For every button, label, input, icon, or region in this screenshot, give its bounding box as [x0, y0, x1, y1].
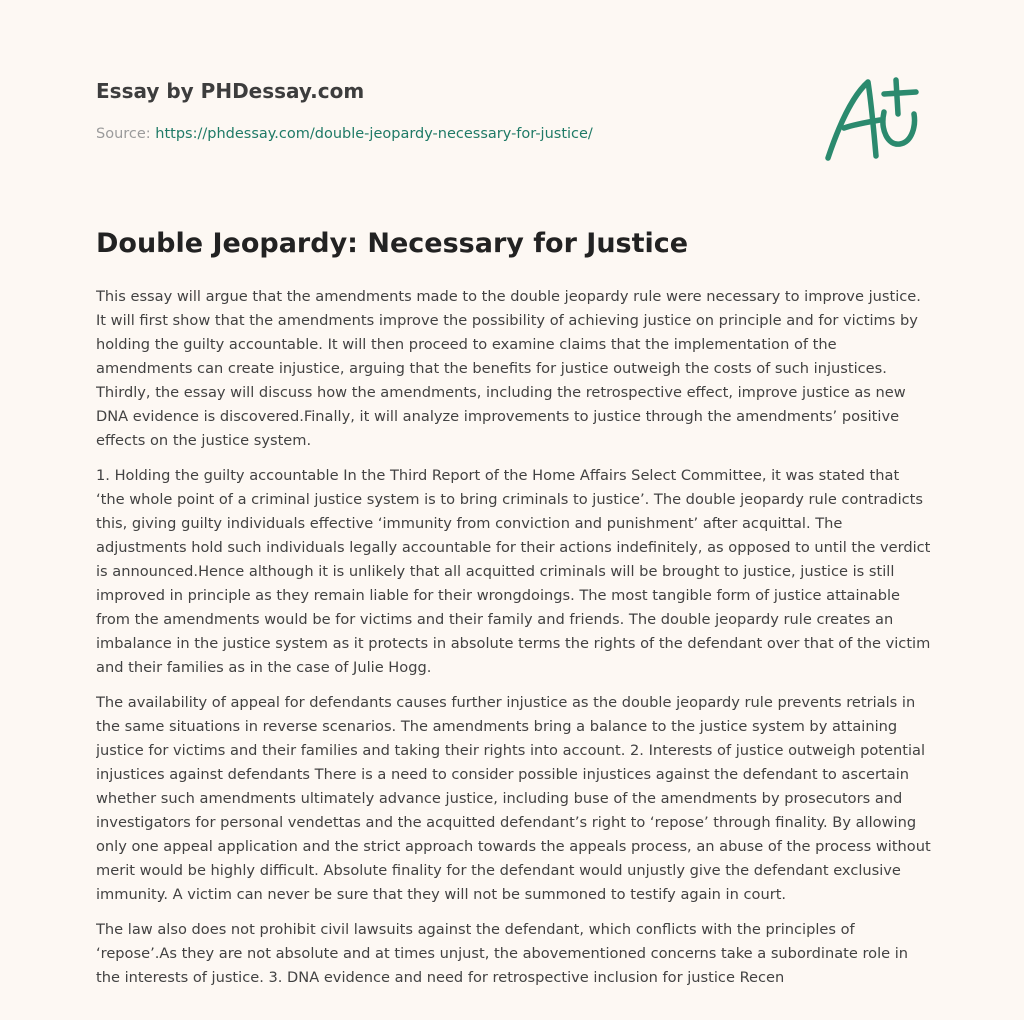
essay-paragraph: This essay will argue that the amendments made to the double jeopardy rule were necessary to improve justice. It will first show that the amendments improve the possibility of achieving justice on principle and for victims by holding the guilty accountable. It will then proceed to examine claims that the implementation of the amendments can create injustice, arguing that the benefits for justice outweigh the costs of such injustices. Thirdly, the essay will discuss how the amendments, including the retrospective effect, improve justice as new DNA evidence is discovered.Finally, it will analyze improvements to justice through the amendments’ positive effects on the justice system.	[96, 288, 921, 449]
essay-title: Double Jeopardy: Necessary for Justice	[96, 228, 689, 259]
essay-body	[96, 285, 932, 1007]
source-link[interactable]: https://phdessay.com/double-jeopardy-necessary-for-justice/	[155, 126, 593, 142]
essay-paragraph: 1. Holding the guilty accountable In the Third Report of the Home Affairs Select Committee, it was stated that ‘the whole point of a criminal justice system is to bring criminals to justice’. The double jeopardy rule contradicts this, giving guilty individuals effective ‘immunity from conviction and punishment’ after acquittal. The adjustments hold such individuals legally accountable for their actions indefinitely, as opposed to until the verdict is announced.Hence although it is unlikely that all acquitted criminals will be brought to justice, justice is still improved in principle as they remain liable for their wrongdoings. The most tangible form of justice attainable from the amendments would be for victims and their family and friends. The double jeopardy rule creates an imbalance in the justice system as it protects in absolute terms the rights of the defendant over that of the victim and their families as in the case of Julie Hogg.	[96, 467, 931, 676]
source-line	[96, 124, 796, 144]
essay-header	[96, 78, 796, 144]
essay-paragraph: The law also does not prohibit civil lawsuits against the defendant, which conflicts with the principles of ‘repose’.As they are not absolute and at times unjust, the abovementioned concerns take a subordinate role in the interests of justice. 3. DNA evidence and need for retrospective inclusion for justice Recen	[96, 921, 909, 986]
source-label: Source:	[96, 126, 156, 142]
brand-title: Essay by PHDessay.com	[96, 79, 365, 103]
essay-paragraph: The availability of appeal for defendants causes further injustice as the double jeopardy rule prevents retrials in the same situations in reverse scenarios. The amendments bring a balance to the justice system by attaining justice for victims and their families and taking their rights into account. 2. Interests of justice outweigh potential injustices against defendants There is a need to consider possible injustices against the defendant to ascertain whether such amendments ultimately advance justice, including buse of the amendments by prosecutors and investigators for personal vendettas and the acquitted defendant’s right to ‘repose’ through finality. By allowing only one appeal application and the strict approach towards the appeals process, an abuse of the process without merit would be highly difficult. Absolute finality for the defendant would unjustly give the defendant exclusive immunity. A victim can never be sure that they will not be summoned to testify again in court.	[96, 694, 931, 903]
a-plus-logo-icon	[818, 68, 930, 164]
